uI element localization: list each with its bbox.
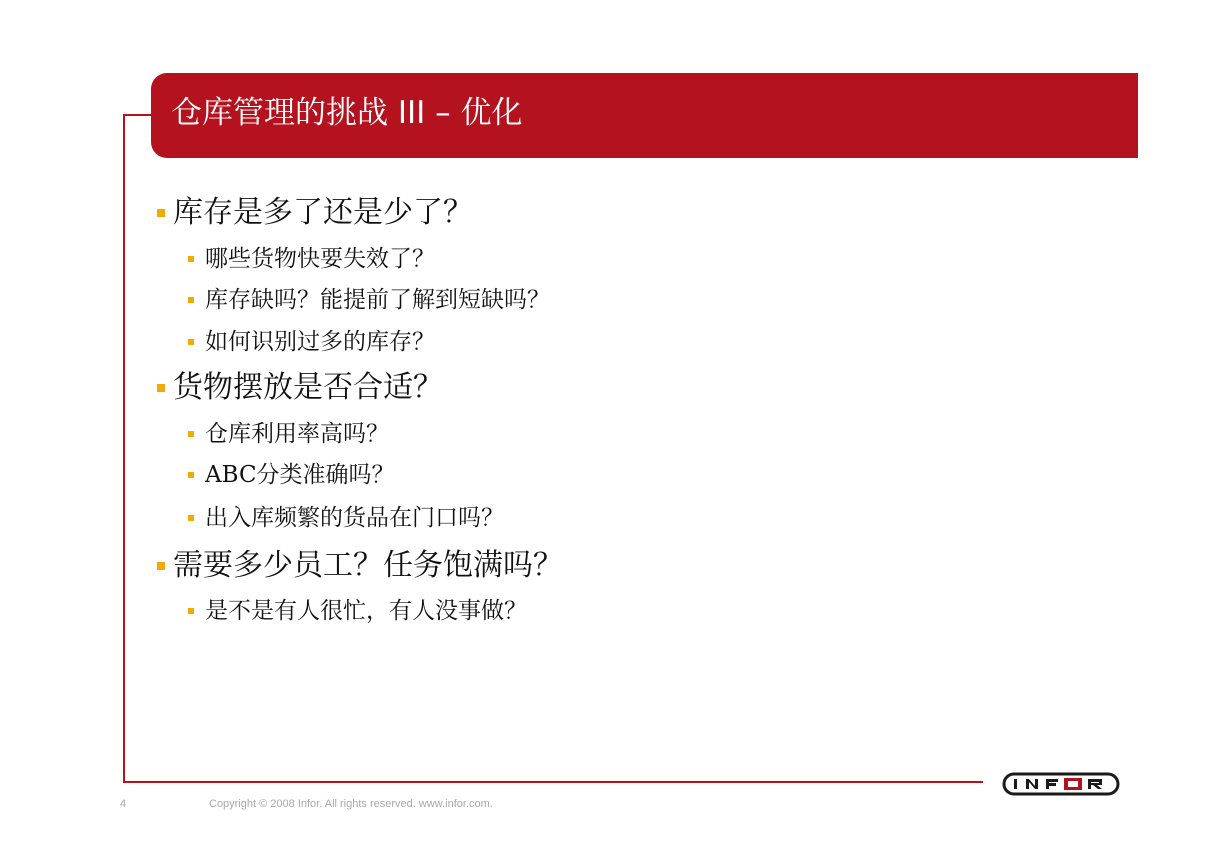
sub-bullet-text: 哪些货物快要失效了？ xyxy=(205,246,435,272)
sub-bullet-text: 库存缺吗？能提前了解到短缺吗？ xyxy=(205,287,550,313)
sub-bullet-text: ABC分类准确吗？ xyxy=(205,462,395,488)
bullet-text: 需要多少员工？任务饱满吗？ xyxy=(173,548,563,583)
bullet-marker-icon xyxy=(188,431,194,437)
infor-logo-icon xyxy=(1002,770,1122,798)
sub-bullet-item xyxy=(205,419,389,449)
sub-bullet-text: 如何识别过多的库存？ xyxy=(205,329,435,355)
bullet-marker-icon xyxy=(188,256,194,262)
sub-bullet-item xyxy=(205,327,435,357)
bullet-text: 库存是多了还是少了？ xyxy=(173,195,473,230)
bullet-marker-icon xyxy=(188,339,194,345)
bullet-marker-icon xyxy=(188,608,194,614)
bullet-item xyxy=(173,548,563,584)
sub-bullet-item xyxy=(205,244,435,274)
bullet-marker-icon xyxy=(157,384,165,392)
copyright-text: Copyright © 2008 Infor. All rights reserved. www.infor.com. xyxy=(209,798,493,810)
bullet-text: 货物摆放是否合适？ xyxy=(173,370,443,405)
bullet-marker-icon xyxy=(188,472,194,478)
bullet-marker-icon xyxy=(157,562,165,570)
sub-bullet-item xyxy=(205,596,527,626)
bullet-item xyxy=(173,370,443,406)
sub-bullet-item xyxy=(205,285,550,315)
page-number: 4 xyxy=(120,798,127,810)
bullet-marker-icon xyxy=(188,515,194,521)
slide-title: 仓库管理的挑战 III – 优化 xyxy=(171,95,523,131)
sub-bullet-text: 是不是有人很忙，有人没事做？ xyxy=(205,598,527,624)
sub-bullet-text: 仓库利用率高吗？ xyxy=(205,421,389,447)
bullet-marker-icon xyxy=(157,209,165,217)
sub-bullet-text: 出入库频繁的货品在门口吗？ xyxy=(205,505,504,531)
bullet-item xyxy=(173,195,473,231)
bullet-marker-icon xyxy=(188,297,194,303)
sub-bullet-item xyxy=(205,503,504,533)
sub-bullet-item xyxy=(205,460,395,490)
